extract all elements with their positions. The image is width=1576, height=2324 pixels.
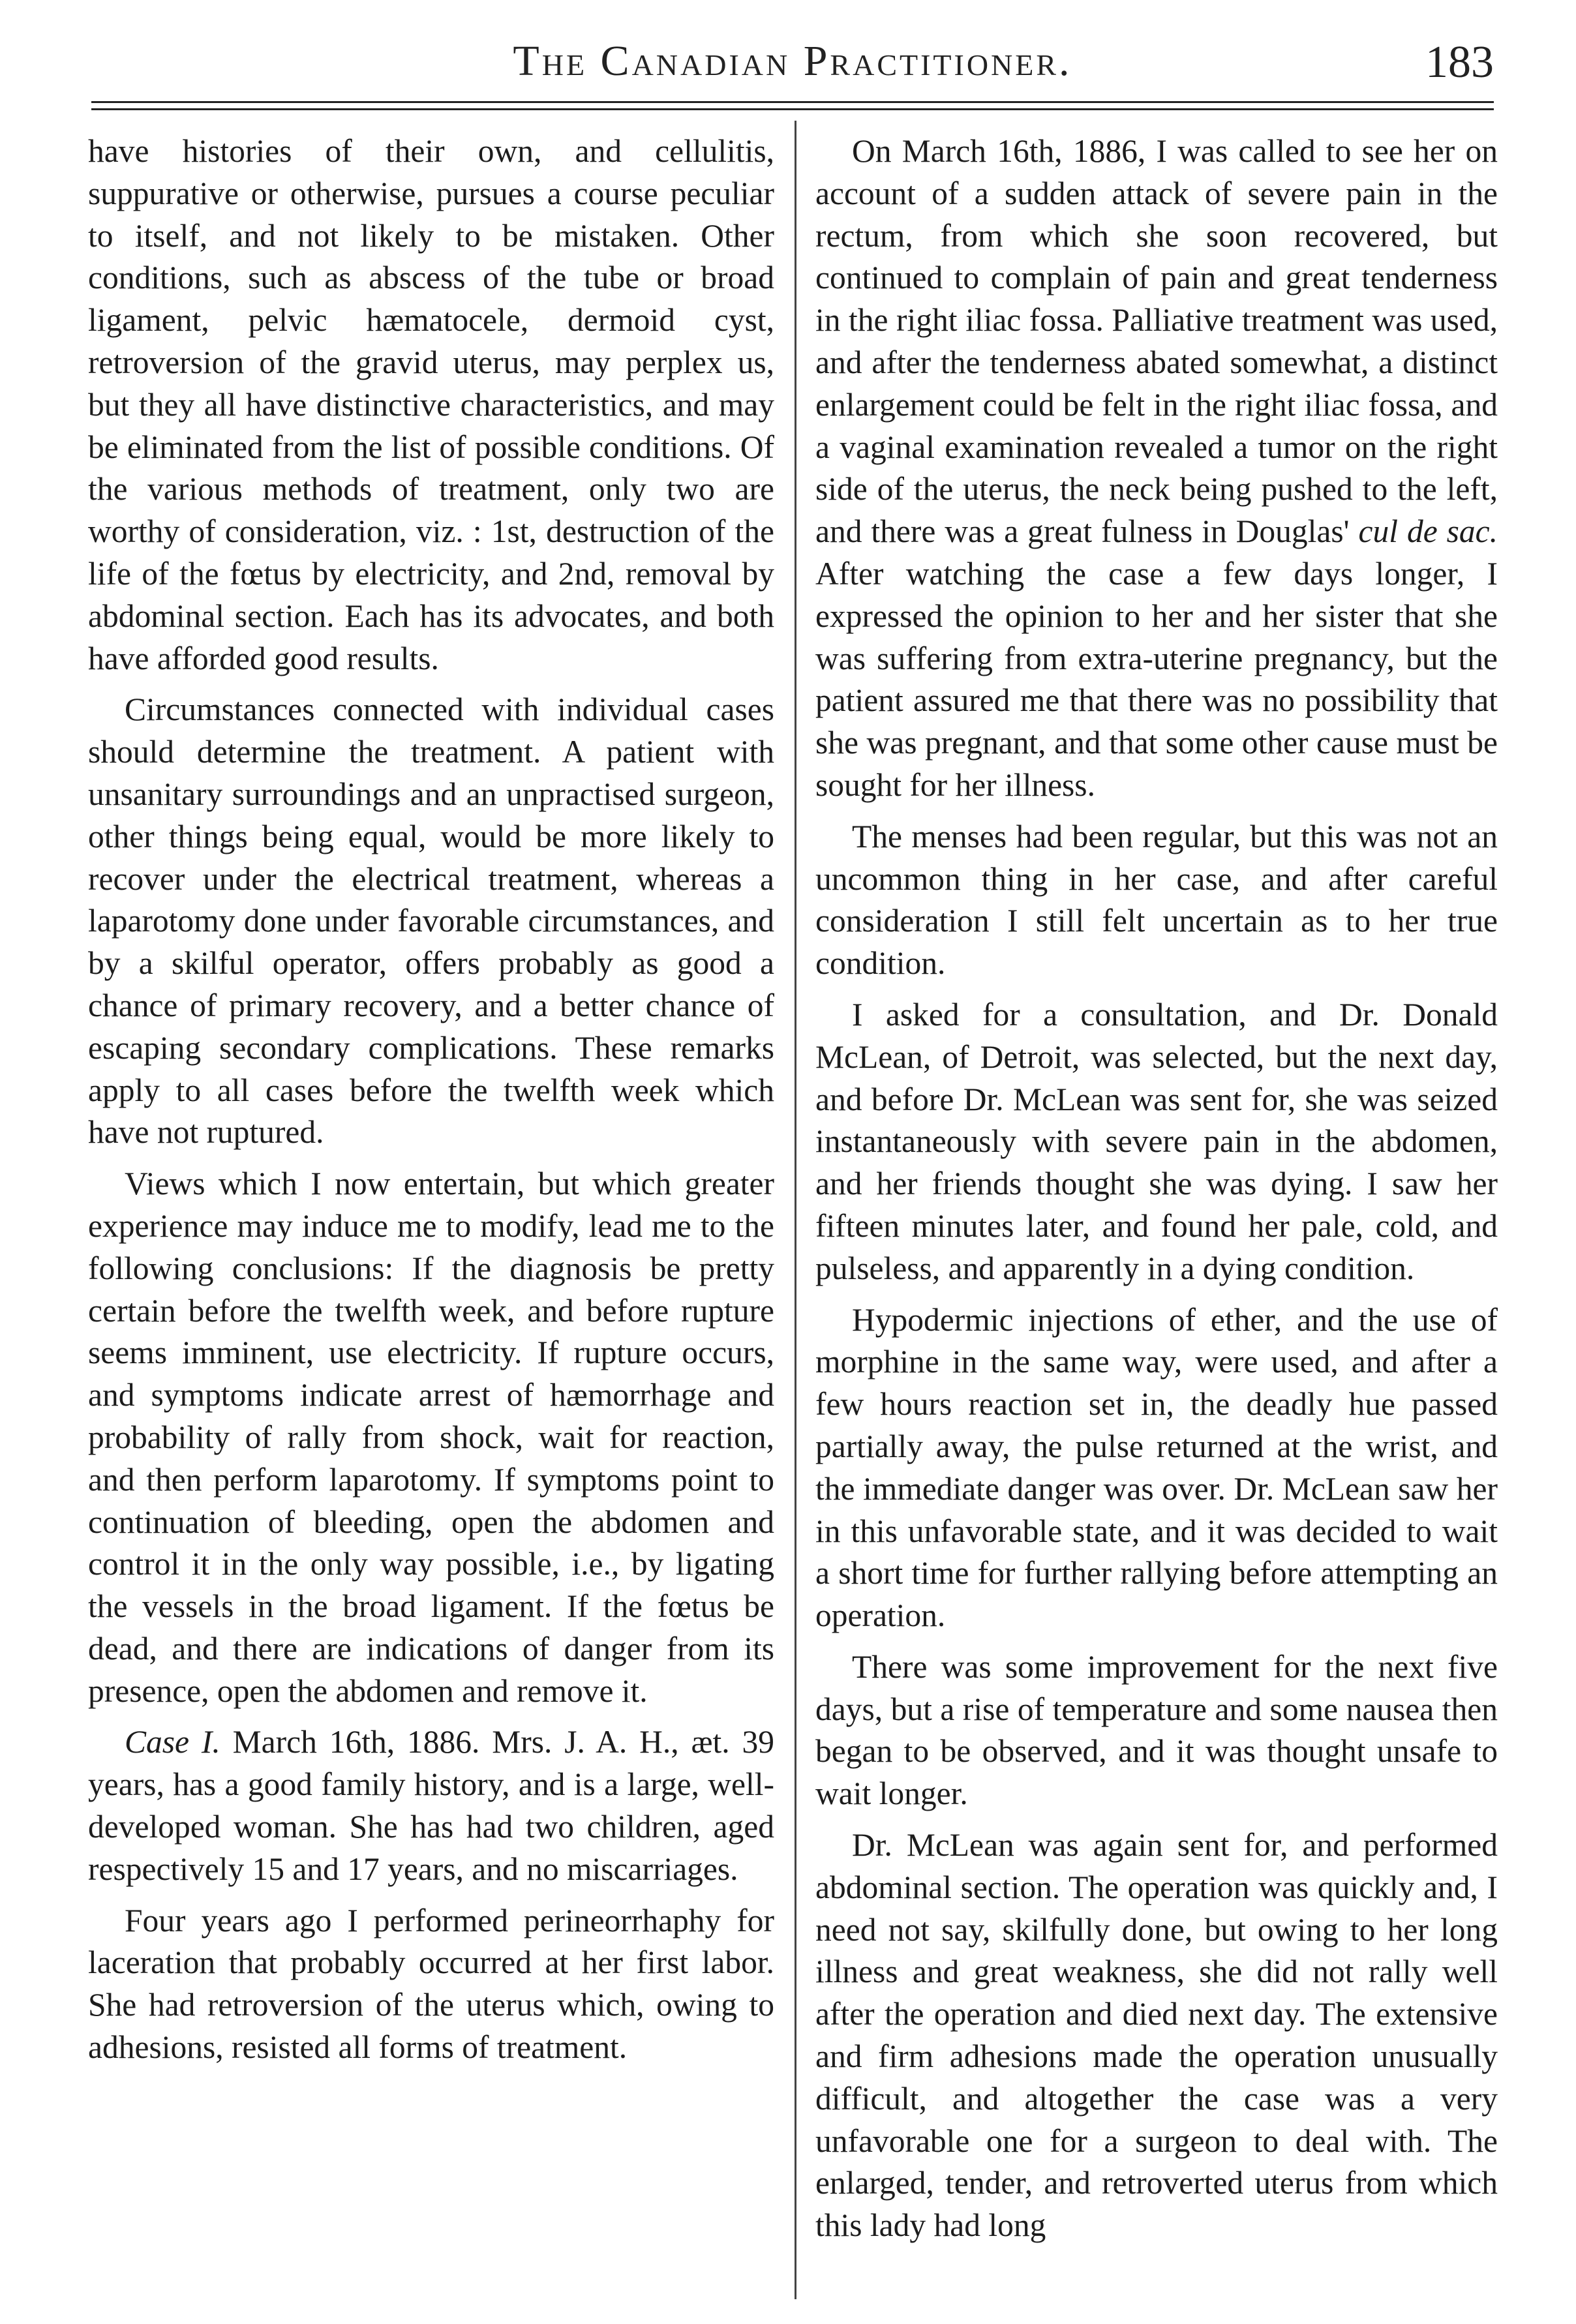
left-paragraph-1: have histories of their own, and cellulitis, suppurative or otherwise, pursues a course peculiar to itself, and not likely to be mistaken. Other conditions, such as abscess of the tube or broad ligament, pelvic hæmatocele, dermoid cyst, retroversion of the gravid uterus, may perplex us, but they all have distinctive characteristics, and may be eliminated from the list of possible conditions. Of the various methods of treatment, only two are worthy of consideration, viz. : 1st, destruction of the life of the fœtus by electricity, and 2nd, removal by abdominal section. Each has its advocates, and both have afforded good results. xyxy=(88,133,774,676)
right-paragraph-1-italic: cul de sac. xyxy=(1358,513,1498,550)
left-paragraph-3: Views which I now entertain, but which greater experience may induce me to modify, lead me to the following conclusions: If the diagnosis be pretty certain before the twelfth week, and before rupture seems imminent, use electricity. If rupture occurs, and symptoms indicate arrest of hæmorrhage and probability of rally from shock, wait for reaction, and then perform laparotomy. If symptoms point to continuation of bleeding, open the abdomen and control it in the only way possible, i.e., by ligating the vessels in the broad ligament. If the fœtus be dead, and there are indications of danger from its presence, open the abdomen and remove it. xyxy=(88,1166,774,1709)
case-label: Case I. xyxy=(125,1724,220,1760)
right-paragraph-3: I asked for a consultation, and Dr. Donald McLean, of Detroit, was selected, but the next day, and before Dr. McLean was sent for, she was seized instantaneously with severe pain in the abdomen, and her friends thought she was dying. I saw her fifteen minutes later, and found her pale, cold, and pulseless, and apparently in a dying condition. xyxy=(815,996,1498,1286)
left-paragraph-5: Four years ago I performed perineorrhaphy for laceration that probably occurred at her first labor. She had retroversion of the uterus which, owing to adhesions, resisted all forms of treatment. xyxy=(88,1902,774,2066)
case-text: March 16th, 1886. Mrs. J. A. H., æt. 39 years, has a good family history, and is a large, well-developed woman. She has had two children, aged respectively 15 and 17 years, and no miscarriages. xyxy=(88,1724,774,1887)
left-column xyxy=(88,130,774,2069)
right-paragraph-2: The menses had been regular, but this was not an uncommon thing in her case, and after careful consideration I still felt uncertain as to her true condition. xyxy=(815,818,1498,982)
page-number: 183 xyxy=(1425,37,1494,87)
right-paragraph-4: Hypodermic injections of ether, and the use of morphine in the same way, were used, and after a few hours reaction set in, the deadly hue passed partially away, the pulse returned at the wrist, and the immediate danger was over. Dr. McLean saw her in this unfavorable state, and it was decided to wait a short time for further rallying before attempting an operation. xyxy=(815,1301,1498,1634)
right-paragraph-1-text-b: After watching the case a few days longer, I expressed the opinion to her and her sister that she was suffering from extra-uterine pregnancy, but the patient assured me that there was no possibility that she was pregnant, and that some other cause must be sought for her illness. xyxy=(815,555,1498,803)
column-divider xyxy=(795,121,796,2299)
left-paragraph-4 xyxy=(88,1721,774,1890)
right-paragraph-6: Dr. McLean was again sent for, and performed abdominal section. The operation was quickly and, I need not say, skilfully done, but owing to her long illness and great weakness, she did not rally well after the operation and died next day. The extensive and firm adhesions made the operation unusually difficult, and altogether the case was a very unfavorable one for a surgeon to deal with. The enlarged, tender, and retroverted uterus from which this lady had long xyxy=(815,1827,1498,2244)
header-rule-bottom xyxy=(91,108,1494,110)
running-head: The Canadian Practitioner. xyxy=(513,37,1072,85)
right-paragraph-1 xyxy=(815,130,1498,807)
header-rule-top xyxy=(91,101,1494,103)
page-header xyxy=(91,25,1494,97)
right-column xyxy=(815,130,1498,2247)
right-paragraph-5: There was some improvement for the next five days, but a rise of temperature and some nausea then began to be observed, and it was thought unsafe to wait longer. xyxy=(815,1648,1498,1812)
left-paragraph-2: Circumstances connected with individual cases should determine the treatment. A patient with unsanitary surroundings and an unpractised surgeon, other things being equal, would be more likely to recover under the electrical treatment, whereas a laparotomy done under favorable circumstances, and by a skilful operator, offers probably as good a chance of primary recovery, and a better chance of escaping secondary complications. These remarks apply to all cases before the twelfth week which have not ruptured. xyxy=(88,691,774,1151)
right-paragraph-1-text-a: On March 16th, 1886, I was called to see her on account of a sudden attack of severe pain in the rectum, from which she soon recovered, but continued to complain of pain and great tenderness in the right iliac fossa. Palliative treatment was used, and after the tenderness abated somewhat, a distinct enlargement could be felt in the right iliac fossa, and a vaginal examination revealed a tumor on the right side of the uterus, the neck being pushed to the left, and there was a great fulness in Douglas' xyxy=(815,133,1498,550)
